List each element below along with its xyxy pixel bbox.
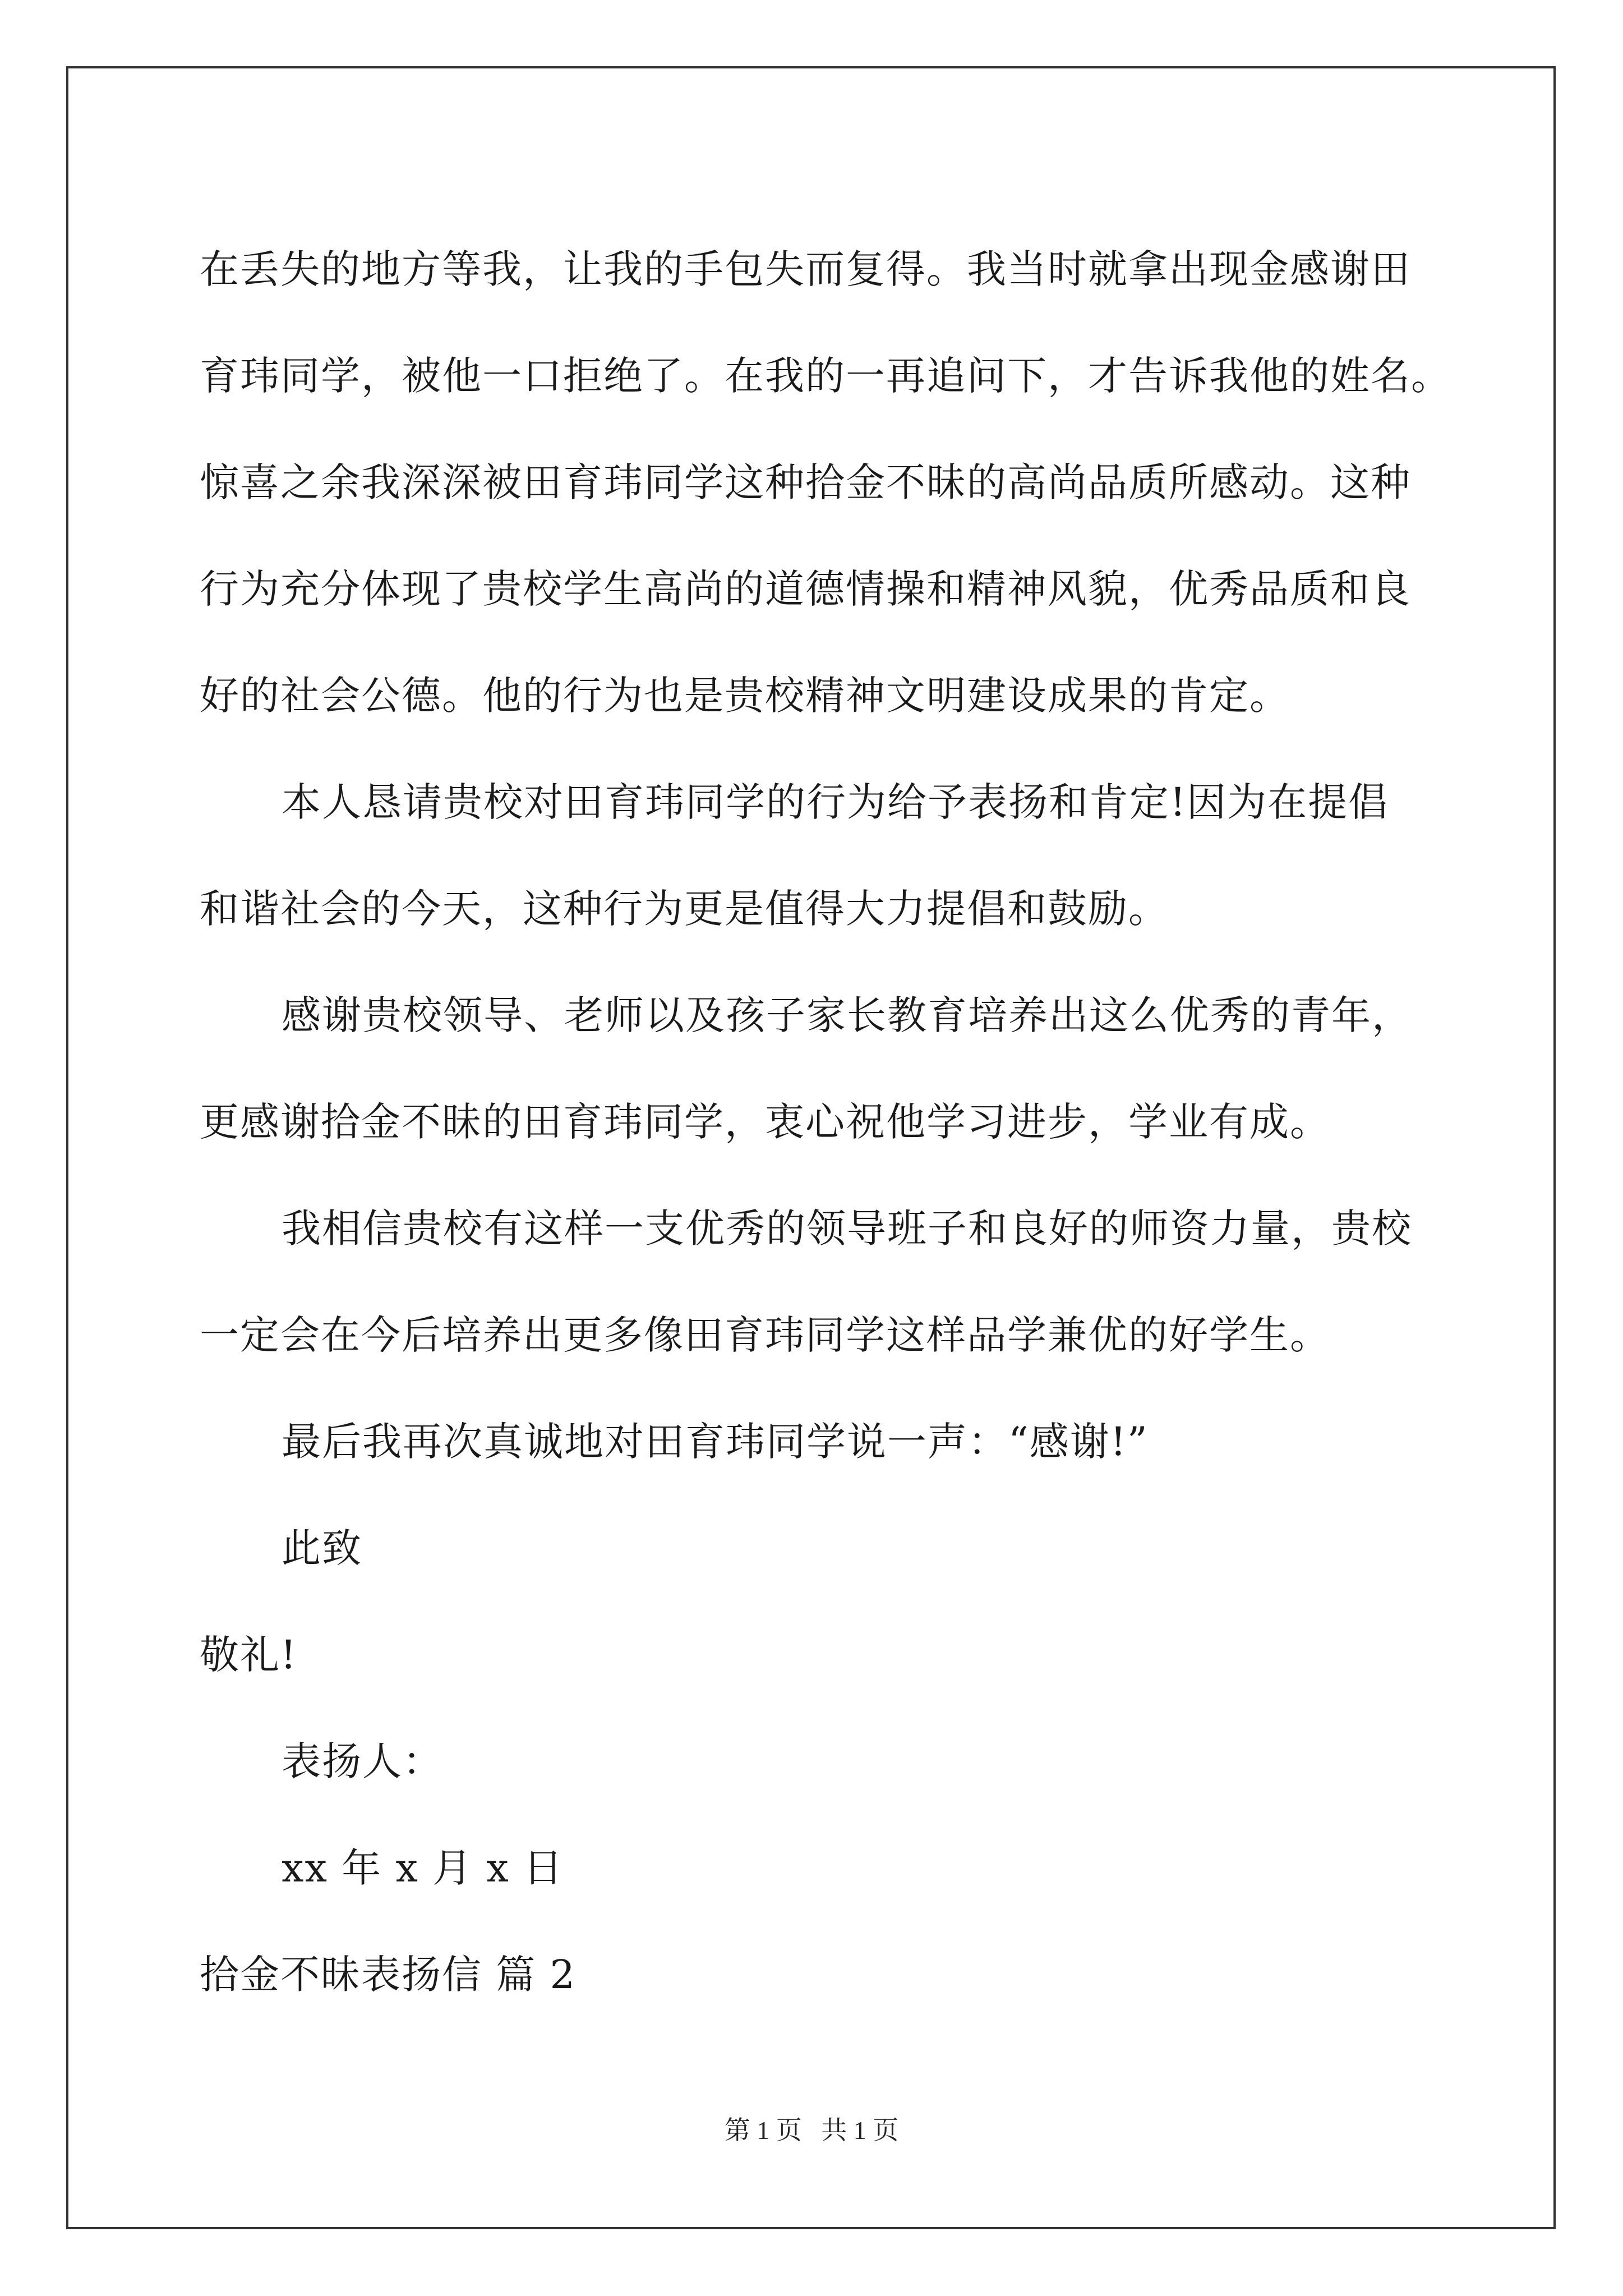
- page-footer: 第 1 页 共 1 页: [724, 2116, 899, 2145]
- text-line: 在丢失的地方等我，让我的手包失而复得。我当时就拿出现金感谢田: [200, 246, 1411, 292]
- closing-regards: 敬礼!: [200, 1632, 298, 1678]
- signature-label: 表扬人：: [282, 1738, 443, 1784]
- document-body: [200, 216, 1451, 2028]
- text-line: 最后我再次真诚地对田育玮同学说一声：“感谢!”: [282, 1419, 1149, 1465]
- text-line: 和谐社会的今天，这种行为更是值得大力提倡和鼓励。: [200, 886, 1169, 932]
- text-line: 惊喜之余我深深被田育玮同学这种拾金不昧的高尚品质所感动。这种: [200, 459, 1411, 505]
- text-line: 一定会在今后培养出更多像田育玮同学这样品学兼优的好学生。: [200, 1312, 1330, 1358]
- text-line: 育玮同学，被他一口拒绝了。在我的一再追问下，才告诉我他的姓名。: [200, 353, 1451, 399]
- section-heading: 拾金不昧表扬信 篇 2: [200, 1952, 577, 1998]
- text-line: 好的社会公德。他的行为也是贵校精神文明建设成果的肯定。: [200, 673, 1290, 719]
- text-line: 我相信贵校有这样一支优秀的领导班子和良好的师资力量，贵校: [282, 1205, 1412, 1251]
- text-line: 本人恳请贵校对田育玮同学的行为给予表扬和肯定!因为在提倡: [282, 779, 1389, 825]
- date-line: xx 年 x 月 x 日: [282, 1845, 564, 1891]
- text-line: 行为充分体现了贵校学生高尚的道德情操和精神风貌，优秀品质和良: [200, 566, 1411, 612]
- text-line: 更感谢拾金不昧的田育玮同学，衷心祝他学习进步，学业有成。: [200, 1099, 1330, 1145]
- text-line: 感谢贵校领导、老师以及孩子家长教育培养出这么优秀的青年，: [282, 992, 1412, 1038]
- closing-salutation: 此致: [282, 1525, 362, 1571]
